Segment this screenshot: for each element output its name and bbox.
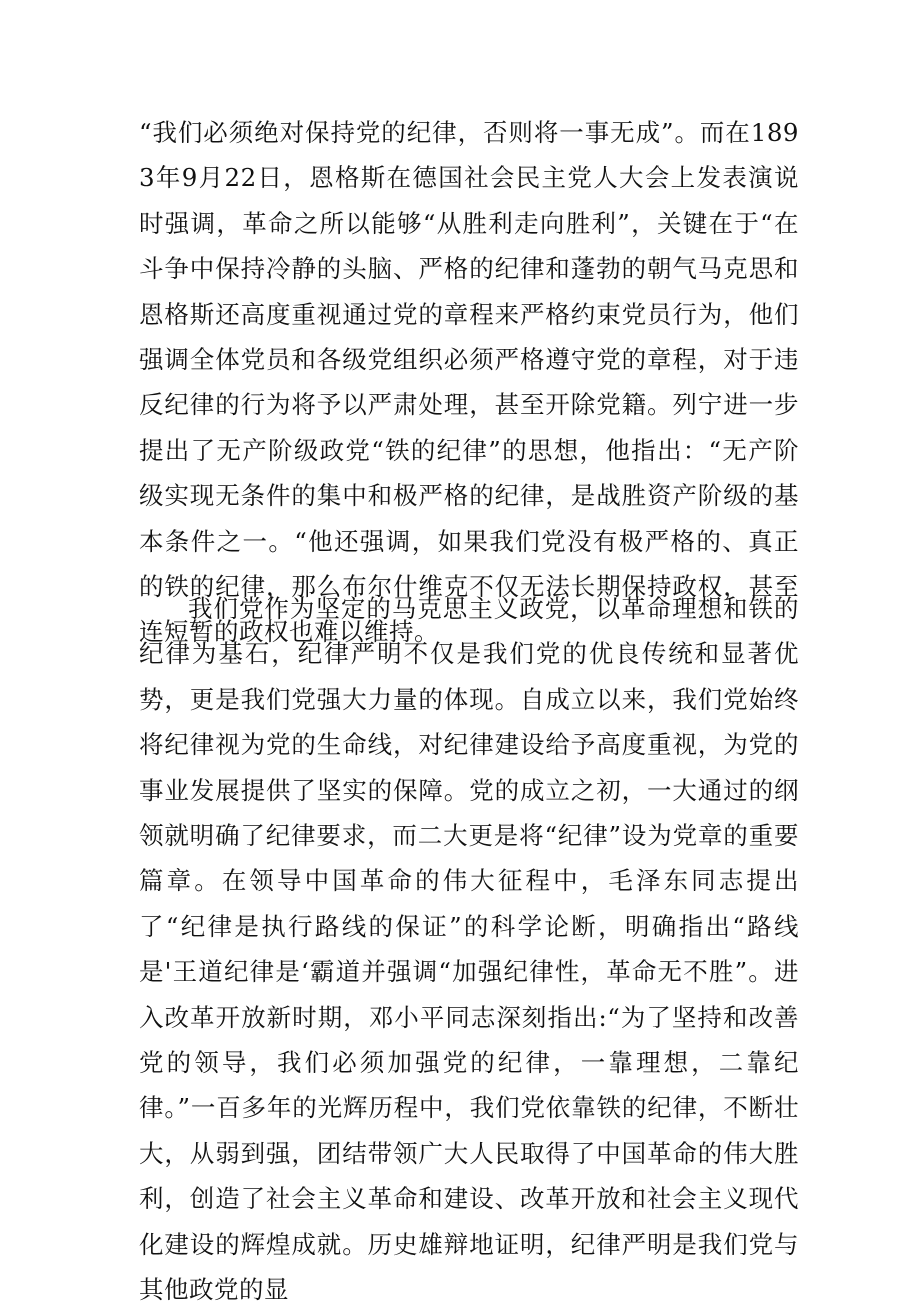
body-paragraph-1: “我们必须绝对保持党的纪律，否则将一事无成”。而在1893年9月22日，恩格斯在德国社会民主党人大会上发表演说时强调，革命之所以能够“从胜利走向胜利”，关键在于“在斗争中保持冷静的头脑、严格的纪律和蓬勃的朝气马克思和恩格斯还高度重视通过党的章程来严格约束党员行为，他们强调全体党员和各级党组织必须严格遵守党的章程，对于违反纪律的行为将予以严肃处理，甚至开除党籍。列宁进一步提出了无产阶级政党“铁的纪律”的思想，他指出：“无产阶级实现无条件的集中和极严格的纪律，是战胜资产阶级的基本条件之一。“他还强调，如果我们党没有极严格的、真正的铁的纪律，那么布尔什维克不仅无法长期保持政权，甚至连短暂的政权也难以维持。 — [139, 118, 799, 647]
body-paragraph-2: 我们党作为坚定的马克思主义政党，以革命理想和铁的纪律为基石，纪律严明不仅是我们党的优良传统和显著优势，更是我们党强大力量的体现。自成立以来，我们党始终将纪律视为党的生命线，对纪律建设给予高度重视，为党的事业发展提供了坚实的保障。党的成立之初，一大通过的纲领就明确了纪律要求，而二大更是将“纪律”设为党章的重要篇章。在领导中国革命的伟大征程中，毛泽东同志提出了“纪律是执行路线的保证”的科学论断，明确指出“路线是'王道纪律是‘霸道并强调“加强纪律性，革命无不胜”。进入改革开放新时期，邓小平同志深刻指出:“为了坚持和改善党的领导，我们必须加强党的纪律，一靠理想，二靠纪律。”一百多年的光辉历程中，我们党依靠铁的纪律，不断壮大，从弱到强，团结带领广大人民取得了中国革命的伟大胜利，创造了社会主义革命和建设、改革开放和社会主义现代化建设的辉煌成就。历史雄辩地证明，纪律严明是我们党与其他政党的显 — [139, 594, 799, 1305]
